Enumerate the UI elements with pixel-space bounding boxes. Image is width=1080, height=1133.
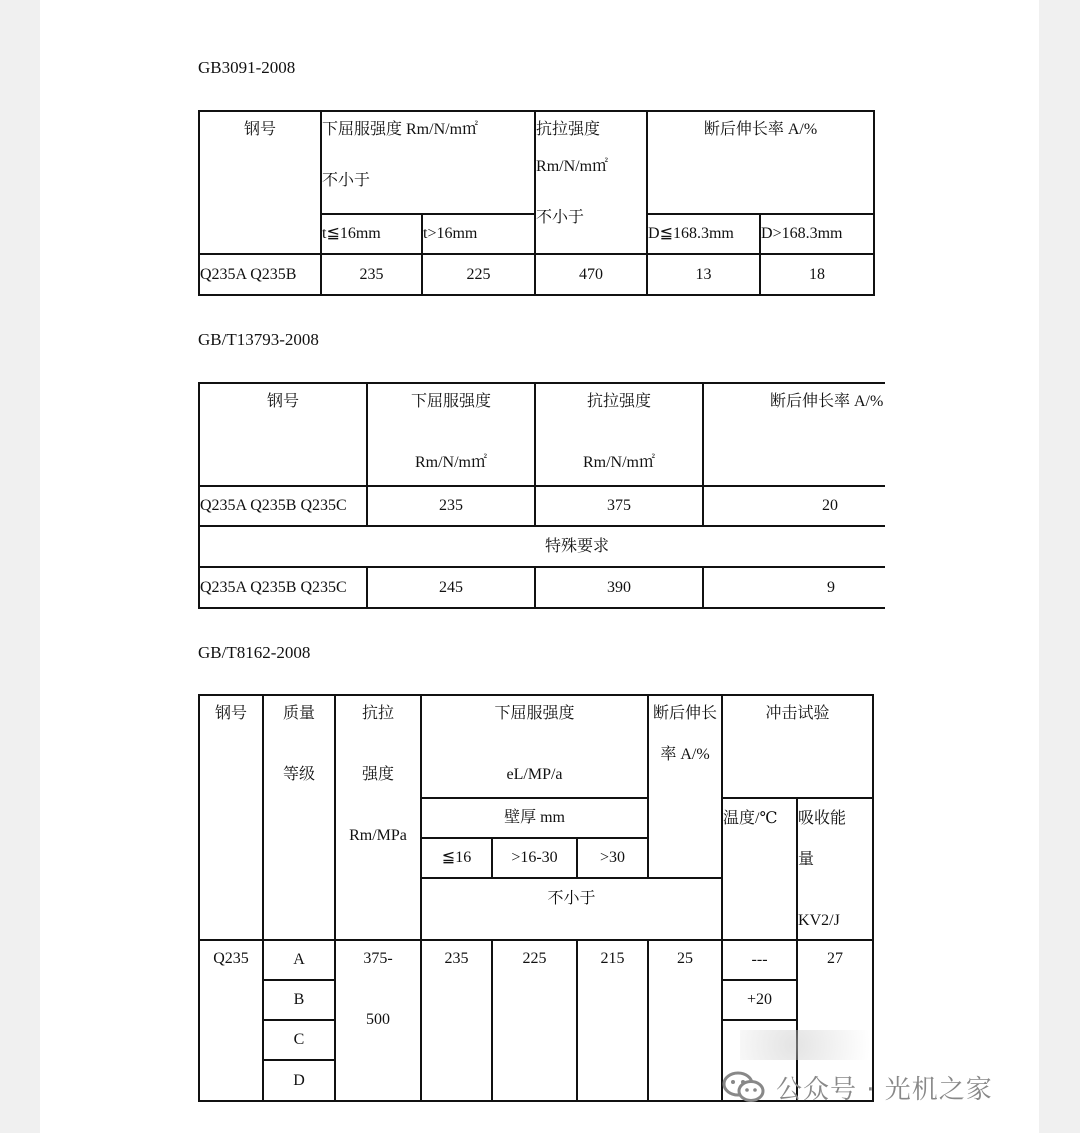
th-tensile-unit: Rm/N/m㎡ xyxy=(536,158,609,176)
th-tensile xyxy=(335,695,421,940)
table-cell: 225 xyxy=(422,254,535,295)
th-yield-unit: Rm/N/m㎡ xyxy=(414,454,487,472)
th-tensile-line1: 抗拉 xyxy=(361,705,394,722)
table-cell: 375 xyxy=(535,486,703,526)
th-yield xyxy=(421,695,648,798)
th-impact-test: 冲击试验 xyxy=(722,695,873,798)
table-cell: 18 xyxy=(760,254,874,295)
th-tensile-label: 抗拉强度 xyxy=(586,393,651,410)
table-gb3091 xyxy=(198,110,875,296)
th-absorbed-energy xyxy=(797,798,873,940)
th-yield-label: 下屈服强度 xyxy=(410,393,491,410)
table-cell-yield1: 235 xyxy=(421,940,492,1101)
table-cell-yield3: 215 xyxy=(577,940,648,1101)
th-tensile-line2: 强度 xyxy=(361,766,394,784)
wechat-icon xyxy=(722,1070,766,1104)
heading-gb3091: GB3091-2008 xyxy=(198,58,296,77)
th-energy-line2: 量 xyxy=(798,851,815,869)
th-t-gt16: t>16mm xyxy=(422,214,535,254)
document-page xyxy=(40,0,1039,1133)
th-tensile-label: 抗拉强度 xyxy=(536,121,601,138)
table-cell-grade: A xyxy=(263,940,335,980)
th-tensile-unit: Rm/N/m㎡ xyxy=(582,454,655,472)
table-cell-elongation: 25 xyxy=(648,940,722,1101)
th-elongation: 断后伸长率 A/% xyxy=(647,111,874,214)
th-wall-thickness: 壁厚 mm xyxy=(421,798,648,838)
table-cell: 245 xyxy=(367,567,535,608)
table-cell: 9 xyxy=(703,567,885,608)
th-quality-line2: 等级 xyxy=(282,766,315,784)
table-cell: Q235A Q235B Q235C xyxy=(199,486,367,526)
table-cell: Q235A Q235B Q235C xyxy=(199,567,367,608)
table-gb13793 xyxy=(198,382,885,609)
th-tensile-line3: Rm/MPa xyxy=(349,827,407,845)
table-clip xyxy=(197,380,885,610)
th-yield-sub: 不小于 xyxy=(322,172,371,190)
th-d-le: D≦168.3mm xyxy=(647,214,760,254)
th-wall-16-30: >16-30 xyxy=(492,838,577,878)
table-cell: 235 xyxy=(321,254,422,295)
heading-gb13793: GB/T13793-2008 xyxy=(198,330,319,349)
th-yield xyxy=(321,111,535,214)
th-steel: 钢号 xyxy=(199,111,321,254)
th-steel: 钢号 xyxy=(199,695,263,940)
th-elongation xyxy=(648,695,722,878)
th-d-gt: D>168.3mm xyxy=(760,214,874,254)
table-cell-steel: Q235 xyxy=(199,940,263,1101)
watermark xyxy=(722,1062,993,1112)
th-energy-line3: KV2/J xyxy=(798,912,840,930)
th-yield-label: 下屈服强度 xyxy=(494,705,575,722)
th-t-le16: t≦16mm xyxy=(321,214,422,254)
th-tensile-sub: 不小于 xyxy=(536,209,585,227)
th-not-less-than: 不小于 xyxy=(421,878,722,940)
th-elongation: 断后伸长率 A/% xyxy=(703,383,885,486)
table-cell: Q235A Q235B xyxy=(199,254,321,295)
th-tensile xyxy=(535,111,647,254)
th-yield-unit: eL/MP/a xyxy=(506,766,563,784)
table-cell: 470 xyxy=(535,254,647,295)
table-cell-grade: C xyxy=(263,1020,335,1060)
table-cell-temp-a: --- xyxy=(722,940,797,980)
table-cell: 390 xyxy=(535,567,703,608)
table-cell-yield2: 225 xyxy=(492,940,577,1101)
th-quality-line1: 质量 xyxy=(282,705,315,722)
table-cell-grade: B xyxy=(263,980,335,1020)
image-artifact xyxy=(740,1030,920,1060)
table-cell-temp-b: +20 xyxy=(722,980,797,1020)
th-energy-line1: 吸收能 xyxy=(798,810,847,827)
th-quality xyxy=(263,695,335,940)
table-cell: 13 xyxy=(647,254,760,295)
special-requirements: 特殊要求 xyxy=(199,526,885,567)
th-temperature: 温度/℃ xyxy=(722,798,797,940)
th-steel: 钢号 xyxy=(199,383,367,486)
th-yield-label: 下屈服强度 Rm/N/m㎡ xyxy=(322,121,479,138)
tensile-range-end: 500 xyxy=(366,1011,390,1029)
tensile-range-start: 375- xyxy=(363,950,393,967)
th-tensile xyxy=(535,383,703,486)
th-elongation-line1: 断后伸长 xyxy=(653,705,718,722)
table-cell: 20 xyxy=(703,486,885,526)
table-cell-energy: 27 xyxy=(797,940,873,1101)
th-wall-gt30: >30 xyxy=(577,838,648,878)
th-yield xyxy=(367,383,535,486)
watermark-text: 公众号 · 光机之家 xyxy=(776,1074,993,1105)
th-elongation-line2: 率 A/% xyxy=(660,746,710,764)
table-cell: 235 xyxy=(367,486,535,526)
th-wall-le16: ≦16 xyxy=(421,838,492,878)
table-cell-tensile xyxy=(335,940,421,1101)
heading-gb8162: GB/T8162-2008 xyxy=(198,643,311,662)
table-cell-grade: D xyxy=(263,1060,335,1101)
